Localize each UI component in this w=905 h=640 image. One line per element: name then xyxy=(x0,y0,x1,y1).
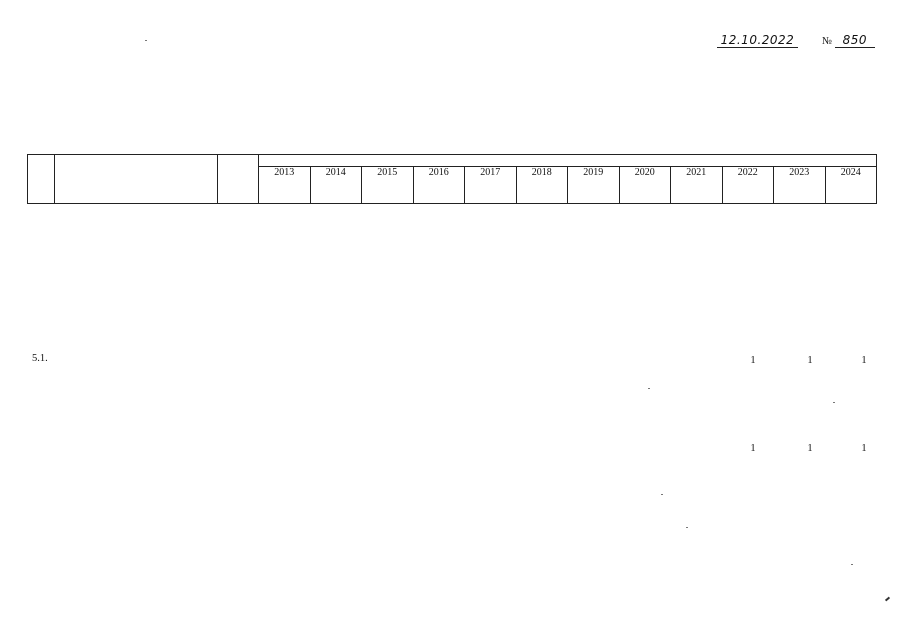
year-cell: 2022 xyxy=(722,167,774,204)
value-2023: 1 xyxy=(807,355,813,366)
scan-speck xyxy=(661,494,663,495)
year-cell: 2024 xyxy=(825,167,877,204)
scan-speck xyxy=(833,402,835,403)
year-cell: 2020 xyxy=(619,167,671,204)
year-cell: 2016 xyxy=(413,167,465,204)
year-cell: 2018 xyxy=(516,167,568,204)
header-cell-name xyxy=(55,155,218,204)
scan-mark xyxy=(885,597,890,602)
year-cell: 2019 xyxy=(568,167,620,204)
header-cell-values xyxy=(259,155,877,167)
value-2024: 1 xyxy=(861,355,867,366)
header-cell-number xyxy=(28,155,55,204)
appendix-number-label: № xyxy=(821,36,832,47)
year-cell: 2015 xyxy=(362,167,414,204)
including-value-2023: 1 xyxy=(807,443,813,454)
table-header-row xyxy=(28,155,877,167)
year-cell: 2013 xyxy=(259,167,311,204)
appendix-date: 12.10.2022 xyxy=(717,33,799,48)
value-2022: 1 xyxy=(750,355,756,366)
scan-speck xyxy=(851,564,853,565)
scan-speck xyxy=(145,40,147,41)
including-value-2022: 1 xyxy=(750,443,756,454)
year-cell: 2014 xyxy=(310,167,362,204)
year-cell: 2023 xyxy=(774,167,826,204)
year-cell: 2017 xyxy=(465,167,517,204)
year-cell: 2021 xyxy=(671,167,723,204)
including-value-2024: 1 xyxy=(861,443,867,454)
header-cell-unit xyxy=(218,155,259,204)
indicator-table xyxy=(27,154,877,204)
scan-speck xyxy=(686,527,688,528)
row-number: 5.1. xyxy=(32,353,48,364)
appendix-number: 850 xyxy=(835,33,875,48)
appendix-block xyxy=(675,34,875,48)
scan-speck xyxy=(648,388,650,389)
appendix-date-row xyxy=(675,34,875,48)
